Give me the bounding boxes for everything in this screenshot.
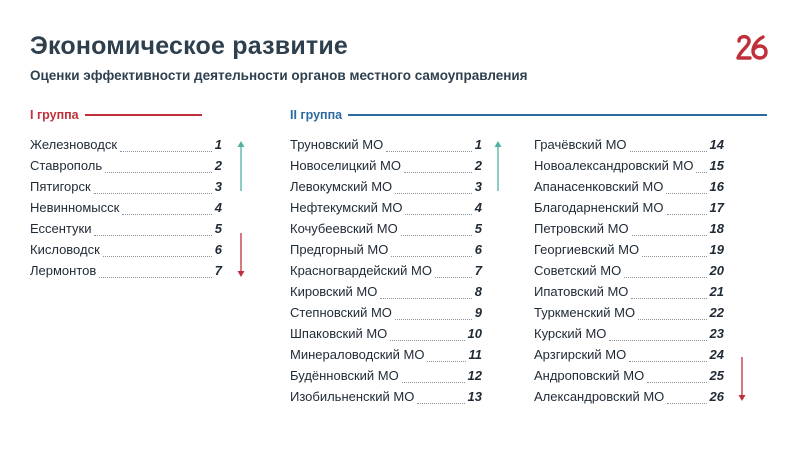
item-name: Минераловодский МО [290, 347, 425, 362]
item-name: Апанасенковский МО [534, 179, 664, 194]
item-rank: 1 [214, 137, 222, 152]
dot-leader [380, 297, 471, 299]
list-item [290, 347, 482, 368]
item-name: Курский МО [534, 326, 607, 341]
group2-divider [348, 114, 767, 116]
item-rank: 12 [467, 368, 482, 383]
dot-leader [631, 297, 706, 299]
item-rank: 4 [474, 200, 482, 215]
list-item [290, 137, 482, 158]
item-rank: 5 [474, 221, 482, 236]
dot-leader [391, 255, 471, 257]
group1-label: I группа [30, 108, 79, 122]
item-name: Будённовский МО [290, 368, 399, 383]
logo-26 [736, 34, 768, 60]
item-name: Предгорный МО [290, 242, 389, 257]
list-item [534, 179, 724, 200]
dot-leader [632, 234, 707, 236]
item-rank: 11 [468, 347, 482, 362]
list-item [534, 368, 724, 389]
list-item [30, 221, 222, 242]
group1-divider [85, 114, 202, 116]
item-name: Изобильненский МО [290, 389, 415, 404]
item-rank: 6 [214, 242, 222, 257]
group1-list [30, 137, 222, 284]
item-name: Благодарненский МО [534, 200, 664, 215]
item-rank: 16 [709, 179, 724, 194]
list-item [30, 158, 222, 179]
item-rank: 26 [709, 389, 724, 404]
group2-list-left [290, 137, 482, 410]
item-name: Лермонтов [30, 263, 97, 278]
dot-leader [122, 213, 211, 215]
list-item [30, 242, 222, 263]
dot-leader [647, 381, 706, 383]
item-rank: 9 [474, 305, 482, 320]
item-name: Петровский МО [534, 221, 629, 236]
item-rank: 20 [709, 263, 724, 278]
item-rank: 22 [709, 305, 724, 320]
item-rank: 25 [709, 368, 724, 383]
group2-label: II группа [290, 108, 343, 122]
page-subtitle: Оценки эффективности деятельности органов местного самоуправления [30, 68, 528, 83]
item-rank: 17 [709, 200, 724, 215]
item-rank: 21 [709, 284, 724, 299]
item-rank: 6 [474, 242, 482, 257]
list-item [30, 263, 222, 284]
list-item [290, 368, 482, 389]
item-name: Труновский МО [290, 137, 384, 152]
list-item [290, 242, 482, 263]
item-name: Ессентуки [30, 221, 92, 236]
item-rank: 7 [214, 263, 222, 278]
list-item [290, 389, 482, 410]
dot-leader [390, 339, 464, 341]
list-item [534, 137, 724, 158]
list-item [534, 263, 724, 284]
dot-leader [666, 192, 706, 194]
dot-leader [667, 402, 706, 404]
list-item [290, 158, 482, 179]
item-name: Новоалександровский МО [534, 158, 694, 173]
list-item [534, 326, 724, 347]
item-name: Пятигорск [30, 179, 91, 194]
item-name: Кисловодск [30, 242, 100, 257]
dot-leader [417, 402, 464, 404]
item-rank: 3 [214, 179, 222, 194]
list-item [534, 389, 724, 410]
dot-leader [404, 171, 472, 173]
arrow-up-icon [237, 141, 245, 191]
list-item [290, 200, 482, 221]
arrow-up-icon [494, 141, 502, 191]
item-name: Шпаковский МО [290, 326, 388, 341]
dot-leader [94, 234, 211, 236]
dot-leader [99, 276, 211, 278]
item-rank: 7 [474, 263, 482, 278]
dot-leader [395, 318, 472, 320]
item-name: Железноводск [30, 137, 118, 152]
dot-leader [638, 318, 706, 320]
item-name: Туркменский МО [534, 305, 636, 320]
item-name: Арзгирский МО [534, 347, 627, 362]
item-name: Георгиевский МО [534, 242, 640, 257]
item-name: Красногвардейский МО [290, 263, 432, 278]
item-name: Невинномысск [30, 200, 120, 215]
list-item [290, 179, 482, 200]
item-name: Андроповский МО [534, 368, 645, 383]
list-item [30, 179, 222, 200]
dot-leader [402, 381, 465, 383]
dot-leader [103, 255, 212, 257]
dot-leader [630, 150, 707, 152]
group2-header [290, 108, 767, 122]
group2-list-right [534, 137, 724, 410]
item-rank: 4 [214, 200, 222, 215]
arrow-down-icon [738, 357, 746, 401]
list-item [534, 158, 724, 179]
dot-leader [386, 150, 472, 152]
item-name: Левокумский МО [290, 179, 393, 194]
list-item [30, 200, 222, 221]
item-name: Грачёвский МО [534, 137, 627, 152]
list-item [290, 326, 482, 347]
list-item [534, 305, 724, 326]
dot-leader [642, 255, 706, 257]
dot-leader [609, 339, 706, 341]
dot-leader [401, 234, 472, 236]
item-name: Степновский МО [290, 305, 392, 320]
list-item [290, 305, 482, 326]
item-name: Ипатовский МО [534, 284, 629, 299]
item-rank: 19 [709, 242, 724, 257]
dot-leader [427, 360, 465, 362]
item-rank: 14 [709, 137, 724, 152]
dot-leader [94, 192, 212, 194]
list-item [30, 137, 222, 158]
item-name: Ставрополь [30, 158, 103, 173]
item-rank: 18 [709, 221, 724, 236]
item-name: Новоселицкий МО [290, 158, 401, 173]
list-item [290, 221, 482, 242]
item-rank: 23 [709, 326, 724, 341]
dot-leader [696, 171, 706, 173]
item-name: Кировский МО [290, 284, 378, 299]
list-item [534, 200, 724, 221]
item-rank: 13 [467, 389, 482, 404]
item-name: Советский МО [534, 263, 622, 278]
dot-leader [395, 192, 472, 194]
page-title: Экономическое развитие [30, 32, 348, 60]
list-item [534, 221, 724, 242]
item-rank: 1 [474, 137, 482, 152]
list-item [534, 242, 724, 263]
dot-leader [405, 213, 471, 215]
item-name: Нефтекумский МО [290, 200, 403, 215]
item-rank: 15 [709, 158, 724, 173]
dot-leader [629, 360, 706, 362]
item-rank: 3 [474, 179, 482, 194]
list-item [290, 263, 482, 284]
item-rank: 8 [474, 284, 482, 299]
list-item [534, 347, 724, 368]
dot-leader [120, 150, 212, 152]
item-rank: 2 [474, 158, 482, 173]
list-item [534, 284, 724, 305]
group1-header [30, 108, 202, 122]
item-rank: 2 [214, 158, 222, 173]
item-rank: 10 [467, 326, 482, 341]
dot-leader [624, 276, 706, 278]
item-rank: 24 [709, 347, 724, 362]
list-item [290, 284, 482, 305]
item-name: Кочубеевский МО [290, 221, 398, 236]
dot-leader [667, 213, 707, 215]
item-rank: 5 [214, 221, 222, 236]
item-name: Александровский МО [534, 389, 665, 404]
dot-leader [105, 171, 212, 173]
arrow-down-icon [237, 233, 245, 277]
dot-leader [435, 276, 472, 278]
